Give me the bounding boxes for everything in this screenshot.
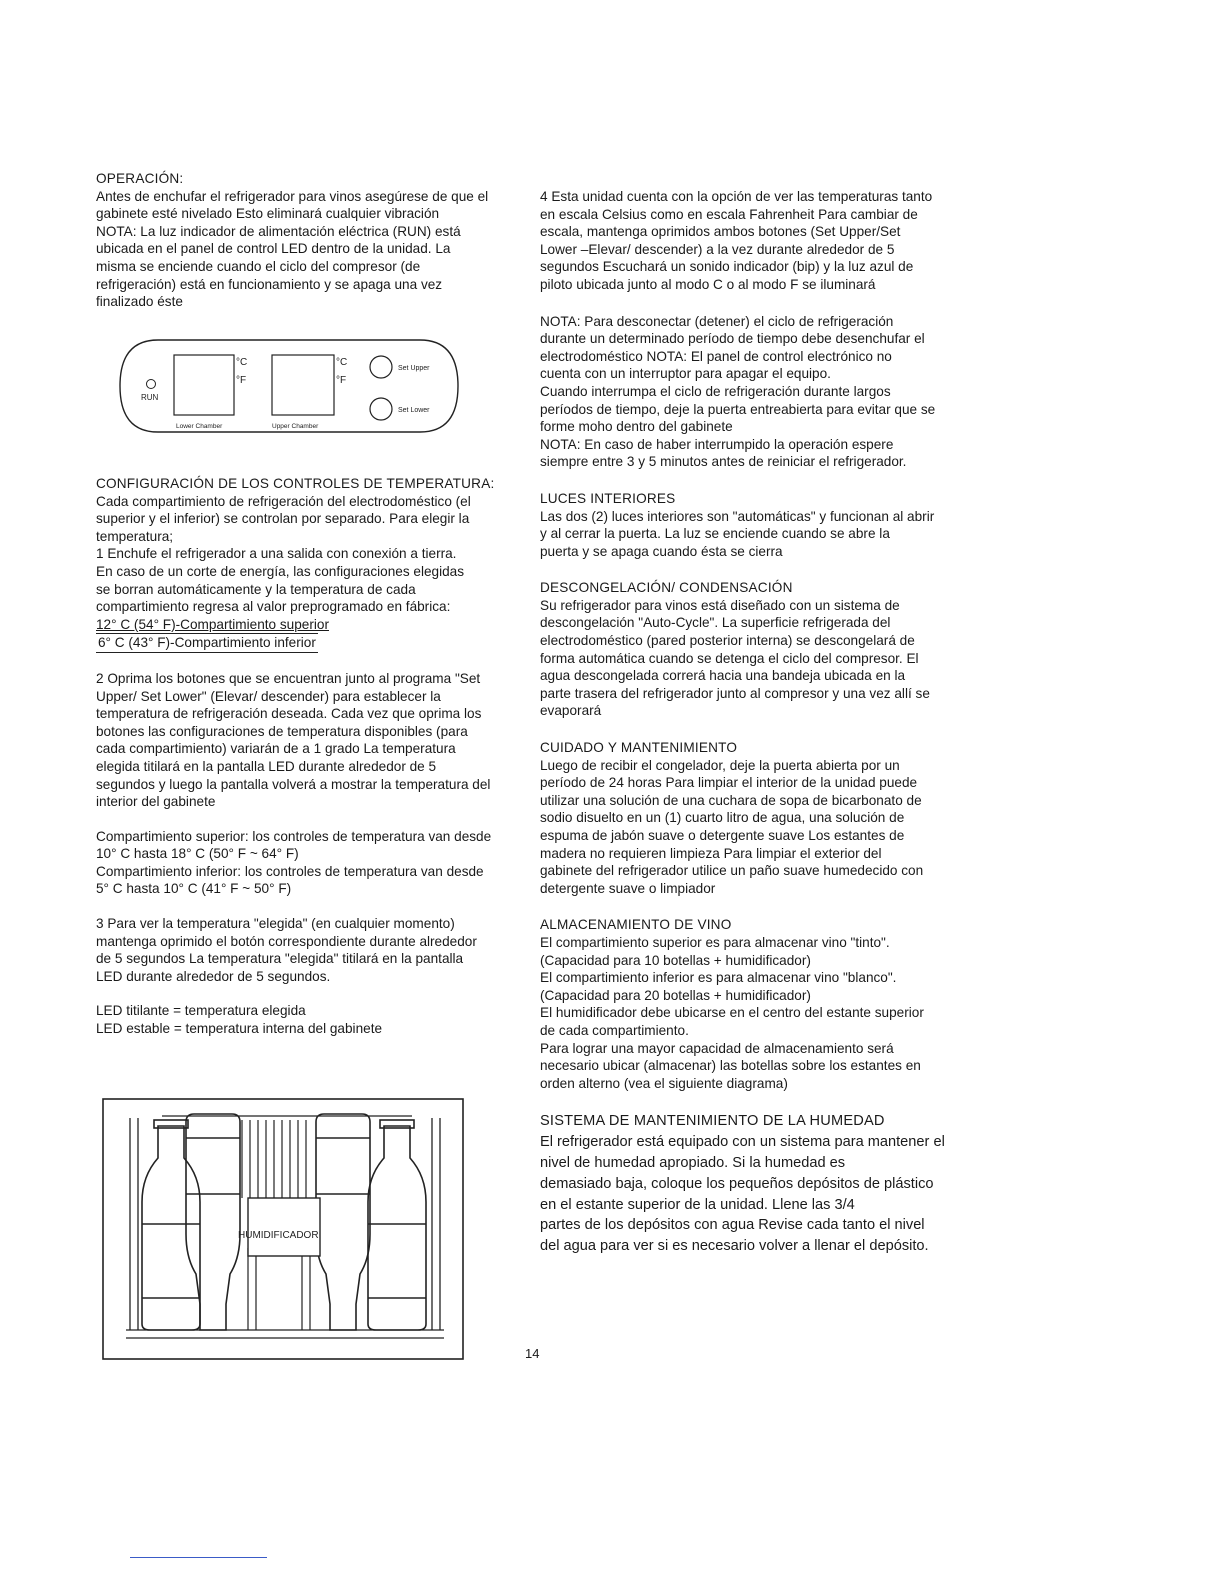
luces-line: Las dos (2) luces interiores son "automáticas" y funcionan al abrir bbox=[540, 508, 935, 524]
cuidado-line: gabinete del refrigerador utilice un paño suave humedecido con bbox=[540, 863, 924, 879]
descong-line: electrodoméstico (pared posterior interna) se descongelará de bbox=[540, 633, 915, 649]
descong-line: parte trasera del refrigerador junto al compresor y una vez allí se bbox=[540, 685, 930, 701]
config-section bbox=[96, 475, 528, 1038]
config-line: 1 Enchufe el refrigerador a una salida con conexión a tierra. bbox=[96, 546, 457, 562]
config-heading: CONFIGURACIÓN DE LOS CONTROLES DE TEMPERATURA: bbox=[96, 476, 495, 491]
operacion-line: ubicada en el panel de control LED dentro de la unidad. La bbox=[96, 241, 451, 257]
lower-deg-c: °C bbox=[236, 357, 248, 368]
operacion-line: Antes de enchufar el refrigerador para vinos asegúrese de que el bbox=[96, 188, 489, 204]
cuidado-line: espuma de jabón suave o detergente suave Los estantes de bbox=[540, 828, 905, 843]
upper-chamber-display bbox=[272, 355, 334, 415]
step2-line: botones las configuraciones de temperatura disponibles (para bbox=[96, 723, 468, 739]
legend-line: LED titilante = temperatura elegida bbox=[96, 1003, 306, 1019]
wine-bottle-icon bbox=[316, 1114, 370, 1330]
almacen-line: (Capacidad para 20 botellas + humidificador) bbox=[540, 987, 811, 1003]
humidifier-box bbox=[248, 1198, 320, 1256]
upper-deg-f: °F bbox=[336, 375, 347, 386]
wine-bottle-icon bbox=[142, 1120, 200, 1330]
right-column bbox=[540, 188, 980, 1257]
descong-line: descongelación "Auto-Cycle". La superficie refrigerada del bbox=[540, 615, 891, 631]
luces-line: y al cerrar la puerta. La luz se enciende cuando se abre la bbox=[540, 526, 890, 542]
cuidado-line: madera no requieren limpieza Para limpiar el exterior del bbox=[540, 845, 882, 861]
upper-deg-c: °C bbox=[336, 357, 348, 368]
config-line: compartimiento regresa al valor preprogramado en fábrica: bbox=[96, 599, 451, 615]
run-label: RUN bbox=[141, 393, 159, 402]
config-line: superior y el inferior) se controlan por separado. Para elegir la bbox=[96, 511, 470, 527]
step2-line: elegida titilará en la pantalla LED durante alrededor de 5 bbox=[96, 758, 437, 774]
almacen-line: El compartimiento inferior es para almacenar vino "blanco". bbox=[540, 970, 897, 986]
legend-line: LED estable = temperatura interna del gabinete bbox=[96, 1021, 383, 1037]
step2-line: Upper/ Set Lower" (Elevar/ descender) para establecer la bbox=[96, 688, 441, 704]
cuidado-line: período de 24 horas Para limpiar el interior de la unidad puede bbox=[540, 775, 918, 791]
luces-line: puerta y se apaga cuando ésta se cierra bbox=[540, 543, 783, 559]
descong-line: evaporará bbox=[540, 703, 602, 719]
humedad-line: del agua para ver si es necesario volver a llenar el depósito. bbox=[540, 1238, 929, 1255]
range-line: 10° C hasta 18° C (50° F ~ 64° F) bbox=[96, 846, 299, 862]
almacen-heading: ALMACENAMIENTO DE VINO bbox=[540, 917, 732, 933]
step4-line: Lower –Elevar/ descender) a la vez durante alrededor de 5 bbox=[540, 241, 895, 257]
step2-line: 2 Oprima los botones que se encuentran junto al programa "Set bbox=[96, 670, 481, 686]
set-upper-label: Set Upper bbox=[398, 365, 430, 372]
nota-line: forme moho dentro del gabinete bbox=[540, 419, 733, 435]
left-column bbox=[96, 170, 528, 311]
humedad-line: demasiado baja, coloque los pequeños depósitos de plástico bbox=[540, 1175, 934, 1192]
operacion-line: refrigeración) está en funcionamiento y se apaga una vez bbox=[96, 276, 443, 292]
step4-line: piloto ubicada junto al modo C o al modo F se iluminará bbox=[540, 276, 876, 292]
step2-line: segundos y luego la pantalla volverá a mostrar la temperatura del bbox=[96, 776, 491, 792]
cuidado-line: detergente suave o limpiador bbox=[540, 880, 716, 896]
operacion-line: misma se enciende cuando el ciclo del compresor (de bbox=[96, 258, 421, 274]
nota-line: siempre entre 3 y 5 minutos antes de reiniciar el refrigerador. bbox=[540, 454, 907, 470]
step3-line: mantenga oprimido el botón correspondiente durante alrededor bbox=[96, 933, 477, 949]
config-line: temperatura; bbox=[96, 528, 174, 544]
set-lower-label: Set Lower bbox=[398, 407, 430, 414]
preset-upper: 12° C (54° F)-Compartimiento superior bbox=[96, 616, 329, 632]
almacen-line: (Capacidad para 10 botellas + humidificador) bbox=[540, 952, 811, 968]
wine-rack-diagram bbox=[102, 1098, 464, 1360]
operacion-line: finalizado éste bbox=[96, 294, 183, 310]
step2-line: temperatura de refrigeración deseada. Cada vez que oprima los bbox=[96, 706, 482, 722]
nota-line: NOTA: En caso de haber interrumpido la operación espere bbox=[540, 436, 894, 452]
cuidado-line: sodio disuelto en un (1) cuarto litro de agua, una solución de bbox=[540, 810, 905, 826]
operacion-line: NOTA: La luz indicador de alimentación eléctrica (RUN) está bbox=[96, 223, 461, 239]
humedad-line: El refrigerador está equipado con un sistema para mantener el bbox=[540, 1134, 945, 1151]
almacen-line: Para lograr una mayor capacidad de almacenamiento será bbox=[540, 1040, 894, 1056]
config-line: Cada compartimiento de refrigeración del electrodoméstico (el bbox=[96, 493, 471, 509]
step4-line: 4 Esta unidad cuenta con la opción de ver las temperaturas tanto bbox=[540, 189, 933, 204]
range-line: 5° C hasta 10° C (41° F ~ 50° F) bbox=[96, 881, 292, 897]
humidifier-label: HUMIDIFICADOR bbox=[238, 1230, 319, 1241]
luces-heading: LUCES INTERIORES bbox=[540, 490, 676, 506]
set-lower-button-icon bbox=[370, 398, 392, 420]
nota-line: períodos de tiempo, deje la puerta entreabierta para evitar que se bbox=[540, 401, 936, 417]
step3-line: de 5 segundos La temperatura "elegida" titilará en la pantalla bbox=[96, 951, 464, 967]
nota-line: Cuando interrumpa el ciclo de refrigeración durante largos bbox=[540, 383, 891, 399]
almacen-line: de cada compartimiento. bbox=[540, 1022, 689, 1038]
step4-line: segundos Escuchará un sonido indicador (bip) y la luz azul de bbox=[540, 259, 914, 275]
cuidado-heading: CUIDADO Y MANTENIMIENTO bbox=[540, 740, 738, 756]
footer-divider bbox=[130, 1557, 267, 1558]
step2-line: interior del gabinete bbox=[96, 794, 216, 810]
step4-line: en escala Celsius como en escala Fahrenheit Para cambiar de bbox=[540, 206, 918, 222]
cuidado-line: utilizar una solución de una cuchara de sopa de bicarbonato de bbox=[540, 792, 922, 808]
lower-deg-f: °F bbox=[236, 375, 247, 386]
config-line: En caso de un corte de energía, las configuraciones elegidas bbox=[96, 563, 465, 579]
upper-chamber-label: Upper Chamber bbox=[272, 423, 319, 430]
step3-line: LED durante alrededor de 5 segundos. bbox=[96, 968, 331, 984]
step3-line: 3 Para ver la temperatura "elegida" (en cualquier momento) bbox=[96, 916, 455, 932]
descong-line: Su refrigerador para vinos está diseñado con un sistema de bbox=[540, 597, 900, 613]
operacion-line: gabinete esté nivelado Esto eliminará cualquier vibración bbox=[96, 206, 440, 222]
humedad-line: partes de los depósitos con agua Revise cada tanto el nivel bbox=[540, 1217, 925, 1234]
almacen-line: orden alterno (vea el siguiente diagrama) bbox=[540, 1075, 788, 1091]
nota-line: electrodoméstico NOTA: El panel de control electrónico no bbox=[540, 348, 892, 364]
descong-line: agua descongelada correrá hacia una bandeja ubicada en la bbox=[540, 668, 906, 684]
almacen-line: El humidificador debe ubicarse en el centro del estante superior bbox=[540, 1005, 924, 1021]
cuidado-line: Luego de recibir el congelador, deje la puerta abierta por un bbox=[540, 757, 900, 773]
descong-line: forma automática cuando se detenga el ciclo del compresor. El bbox=[540, 650, 919, 666]
humedad-line: en el estante superior de la unidad. Llene las 3/4 bbox=[540, 1196, 855, 1213]
operacion-heading: OPERACIÓN: bbox=[96, 171, 184, 186]
config-line: se borran automáticamente y la temperatura de cada bbox=[96, 581, 416, 597]
set-upper-button-icon bbox=[370, 356, 392, 378]
range-line: Compartimiento inferior: los controles de temperatura van desde bbox=[96, 863, 484, 879]
wine-bottle-icon bbox=[368, 1120, 426, 1330]
nota-line: cuenta con un interruptor para apagar el equipo. bbox=[540, 366, 831, 382]
step2-line: cada compartimiento) variarán de a 1 grado La temperatura bbox=[96, 741, 456, 757]
lower-chamber-label: Lower Chamber bbox=[176, 423, 223, 430]
descong-heading: DESCONGELACIÓN/ CONDENSACIÓN bbox=[540, 580, 793, 596]
humedad-line: nivel de humedad apropiado. Si la humedad es bbox=[540, 1154, 846, 1171]
nota-line: durante un determinado período de tiempo debe desenchufar el bbox=[540, 331, 925, 347]
step4-line: escala, mantenga oprimidos ambos botones (Set Upper/Set bbox=[540, 224, 901, 240]
almacen-line: necesario ubicar (almacenar) las botellas sobre los estantes en bbox=[540, 1058, 921, 1074]
range-line: Compartimiento superior: los controles de temperatura van desde bbox=[96, 828, 492, 844]
preset-lower: 6° C (43° F)-Compartimiento inferior bbox=[96, 633, 528, 653]
almacen-line: El compartimiento superior es para almacenar vino "tinto". bbox=[540, 934, 890, 950]
run-indicator-icon bbox=[147, 380, 156, 389]
control-panel-diagram bbox=[118, 338, 460, 434]
nota-line: NOTA: Para desconectar (detener) el ciclo de refrigeración bbox=[540, 313, 894, 329]
page-number: 14 bbox=[525, 1346, 540, 1361]
humedad-heading: SISTEMA DE MANTENIMIENTO DE LA HUMEDAD bbox=[540, 1113, 885, 1130]
lower-chamber-display bbox=[174, 355, 234, 415]
